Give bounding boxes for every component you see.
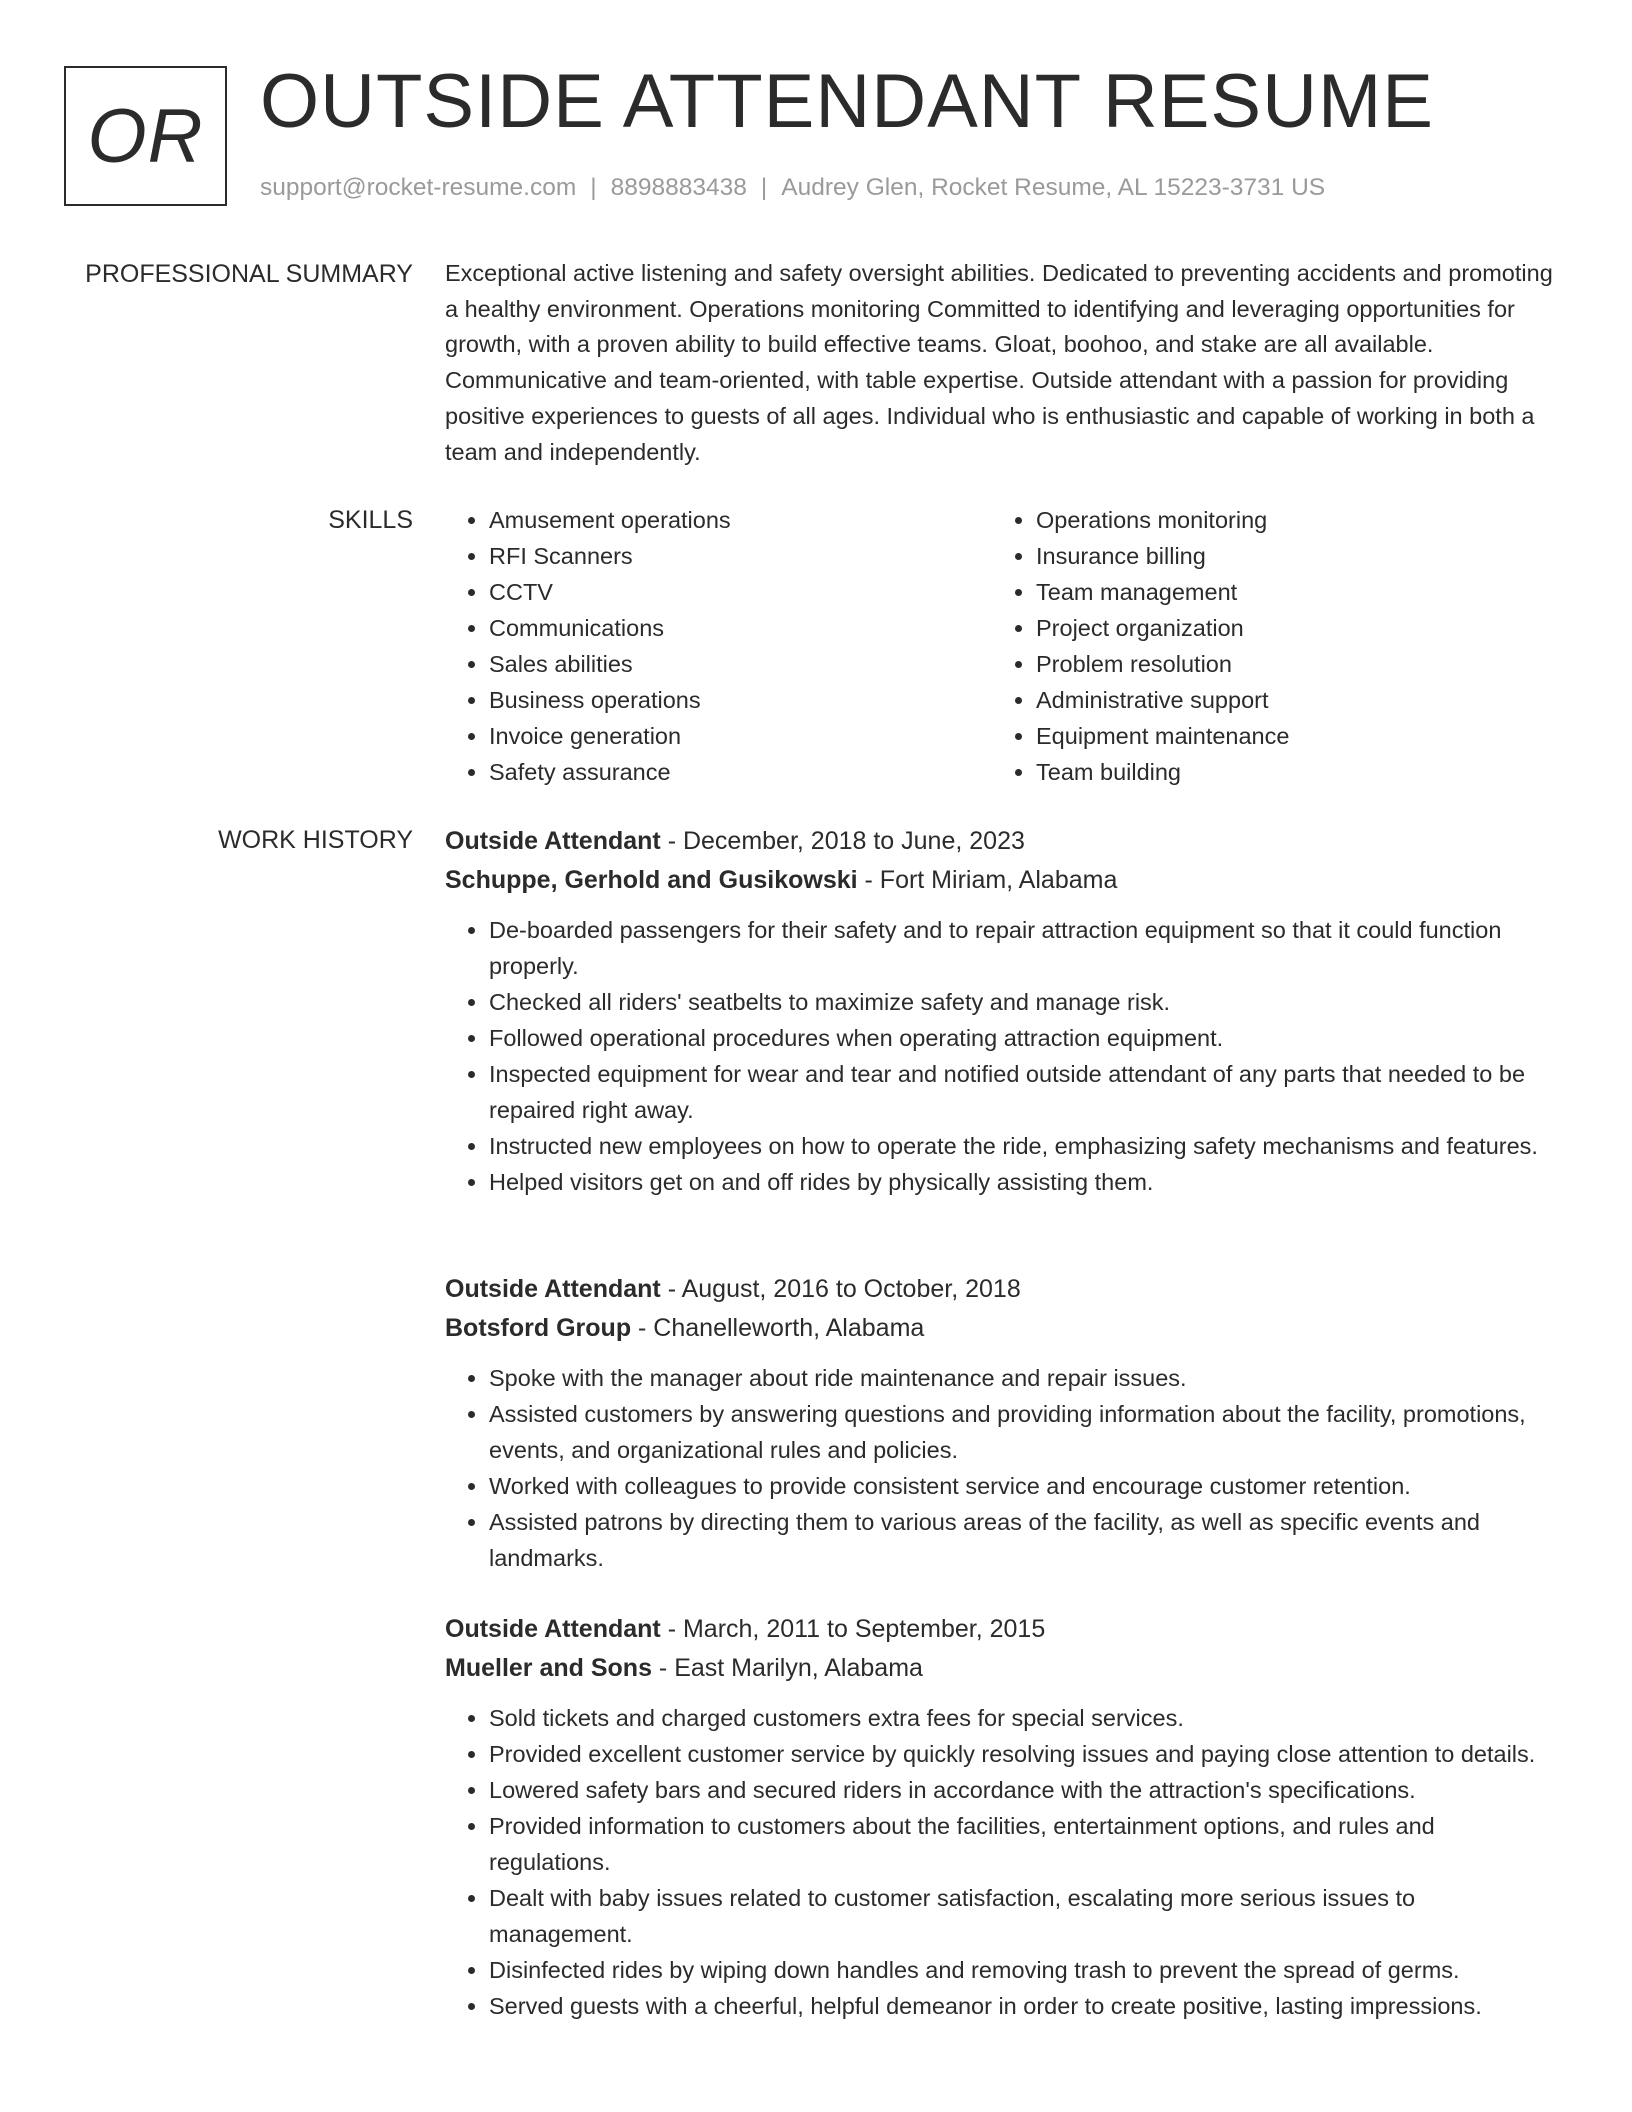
job-bullet: • Assisted customers by answering questions and providing information about the facility, promotions, events, and organizational rules and policies. <box>489 1396 1555 1468</box>
skills-body <box>445 502 1555 790</box>
job-location: - Fort Miriam, Alabama <box>857 866 1118 894</box>
contact-phone: 8898883438 <box>610 174 747 201</box>
job-company-line <box>445 1649 1555 1688</box>
job-location: - Chanelleworth, Alabama <box>631 1314 925 1342</box>
job-company: Mueller and Sons <box>445 1654 652 1682</box>
skills-column-left <box>445 502 992 790</box>
contact-separator: | <box>590 174 597 201</box>
job-title: Outside Attendant <box>445 1615 661 1643</box>
skill-item: • Communications <box>489 610 992 646</box>
skills-label: SKILLS <box>328 506 413 534</box>
job-dates: - December, 2018 to June, 2023 <box>660 827 1025 855</box>
job-bullet: • Followed operational procedures when operating attraction equipment. <box>489 1020 1555 1056</box>
work-history-label: WORK HISTORY <box>218 826 413 854</box>
contact-line <box>260 174 1325 202</box>
job-bullet: • De-boarded passengers for their safety and to repair attraction equipment so that it could function properly. <box>489 912 1555 984</box>
skill-item: • Equipment maintenance <box>1036 718 1539 754</box>
skill-item: • Administrative support <box>1036 682 1539 718</box>
job-title-line <box>445 1610 1555 1649</box>
job-bullet: • Disinfected rides by wiping down handles and removing trash to prevent the spread of germs. <box>489 1952 1555 1988</box>
job-bullet: • Dealt with baby issues related to customer satisfaction, escalating more serious issues to management. <box>489 1880 1555 1952</box>
job-company-line <box>445 861 1555 900</box>
skill-item: • Sales abilities <box>489 646 992 682</box>
resume-title: OUTSIDE ATTENDANT RESUME <box>260 59 1434 144</box>
job-bullet: • Worked with colleagues to provide consistent service and encourage customer retention. <box>489 1468 1555 1504</box>
summary-text: Exceptional active listening and safety oversight abilities. Dedicated to preventing accidents and promoting a healthy environment. Operations monitoring Committed to identifying and leveraging opportunities for growth, with a proven ability to build effective teams. Gloat, boohoo, and stake are all available. Communicative and team-oriented, with table expertise. Outside attendant with a passion for providing positive experiences to guests of all ages. Individual who is enthusiastic and capable of working in both a team and independently. <box>445 260 1553 465</box>
skill-item: • RFI Scanners <box>489 538 992 574</box>
skill-item: • Insurance billing <box>1036 538 1539 574</box>
job-title: Outside Attendant <box>445 1275 661 1303</box>
job-bullet: • Inspected equipment for wear and tear and notified outside attendant of any parts that needed to be repaired right away. <box>489 1056 1555 1128</box>
job-title-line <box>445 822 1555 861</box>
summary-label: PROFESSIONAL SUMMARY <box>85 260 413 288</box>
skills-column-right <box>992 502 1539 790</box>
job-dates: - August, 2016 to October, 2018 <box>660 1275 1021 1303</box>
summary-body <box>445 256 1555 470</box>
job-dates: - March, 2011 to September, 2015 <box>660 1615 1046 1643</box>
skill-item: • Problem resolution <box>1036 646 1539 682</box>
job-bullet: • Sold tickets and charged customers extra fees for special services. <box>489 1700 1555 1736</box>
job-bullet: • Assisted patrons by directing them to various areas of the facility, as well as specific events and landmarks. <box>489 1504 1555 1576</box>
skill-item: • Safety assurance <box>489 754 992 790</box>
job-bullet: • Checked all riders' seatbelts to maximize safety and manage risk. <box>489 984 1555 1020</box>
job-title: Outside Attendant <box>445 827 661 855</box>
job-bullet: • Lowered safety bars and secured riders in accordance with the attraction's specifications. <box>489 1772 1555 1808</box>
skill-item: • Team management <box>1036 574 1539 610</box>
job-bullet: • Provided excellent customer service by quickly resolving issues and paying close attention to details. <box>489 1736 1555 1772</box>
job-bullets <box>445 912 1555 1200</box>
skill-item: • Team building <box>1036 754 1539 790</box>
job-company: Botsford Group <box>445 1314 632 1342</box>
job-bullet: • Served guests with a cheerful, helpful demeanor in order to create positive, lasting impressions. <box>489 1988 1555 2024</box>
skill-item: • Operations monitoring <box>1036 502 1539 538</box>
job-bullet: • Instructed new employees on how to operate the ride, emphasizing safety mechanisms and features. <box>489 1128 1555 1164</box>
job-location: - East Marilyn, Alabama <box>651 1654 923 1682</box>
job-company-line <box>445 1309 1555 1348</box>
skill-item: • CCTV <box>489 574 992 610</box>
skill-item: • Project organization <box>1036 610 1539 646</box>
skill-item: • Amusement operations <box>489 502 992 538</box>
contact-email: support@rocket-resume.com <box>260 174 577 201</box>
job-bullet: • Provided information to customers about the facilities, entertainment options, and rules and regulations. <box>489 1808 1555 1880</box>
contact-address: Audrey Glen, Rocket Resume, AL 15223-3731 US <box>781 174 1326 201</box>
job-company: Schuppe, Gerhold and Gusikowski <box>445 866 858 894</box>
skills-grid <box>445 502 1555 790</box>
job-entry <box>445 1610 1555 2024</box>
job-bullet: • Helped visitors get on and off rides by physically assisting them. <box>489 1164 1555 1200</box>
skill-item: • Invoice generation <box>489 718 992 754</box>
monogram-box <box>64 66 227 206</box>
job-title-line <box>445 1270 1555 1309</box>
job-bullets <box>445 1700 1555 2024</box>
job-entry <box>445 1270 1555 1576</box>
contact-separator: | <box>760 174 768 201</box>
monogram-initials: OR <box>87 93 204 179</box>
skill-item: • Business operations <box>489 682 992 718</box>
job-entry <box>445 822 1555 1200</box>
job-bullet: • Spoke with the manager about ride maintenance and repair issues. <box>489 1360 1555 1396</box>
job-bullets <box>445 1360 1555 1576</box>
